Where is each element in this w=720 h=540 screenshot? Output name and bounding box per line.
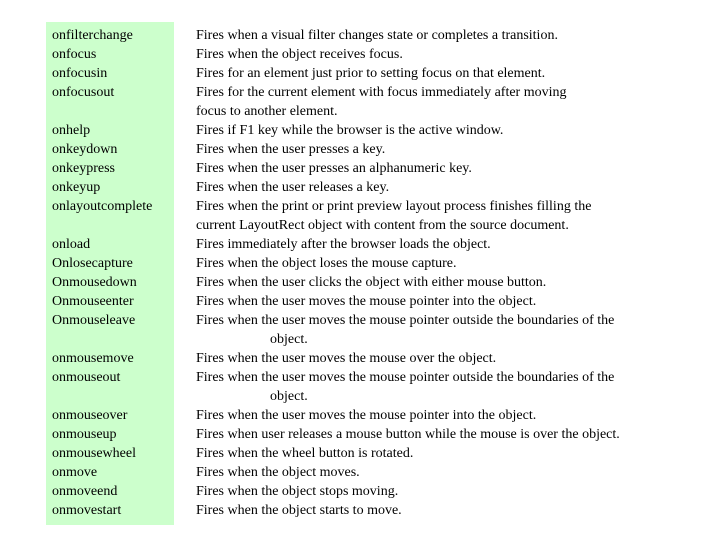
event-name: Onmouseenter — [52, 294, 134, 309]
event-name: onkeyup — [52, 180, 101, 195]
event-description: Fires when the user moves the mouse pointer into the object. — [196, 408, 537, 423]
event-name: onfilterchange — [52, 28, 133, 43]
event-name: onmouseover — [52, 408, 128, 423]
event-description: Fires when the user moves the mouse over the object. — [196, 351, 497, 366]
event-description: Fires when the wheel button is rotated. — [196, 446, 414, 461]
event-name: onkeydown — [52, 142, 118, 157]
event-description: Fires when the print or print preview layout process finishes filling the — [196, 199, 592, 214]
event-description-continuation: current LayoutRect object with content from the source document. — [196, 218, 569, 233]
event-name: onfocus — [52, 47, 97, 62]
event-name: onmousewheel — [52, 446, 136, 461]
event-description: Fires when user releases a mouse button while the mouse is over the object. — [196, 427, 620, 442]
event-name: Onlosecapture — [52, 256, 133, 271]
event-name: onfocusin — [52, 66, 108, 81]
event-description: Fires when the object moves. — [196, 465, 360, 480]
event-name: onhelp — [52, 123, 91, 138]
event-name: onmouseout — [52, 370, 121, 385]
event-description-continuation: focus to another element. — [196, 104, 338, 119]
event-description: Fires when the user moves the mouse pointer into the object. — [196, 294, 537, 309]
event-description: Fires immediately after the browser loads the object. — [196, 237, 491, 252]
event-name: onfocusout — [52, 85, 115, 100]
event-description: Fires for the current element with focus immediately after moving — [196, 85, 567, 100]
event-description: Fires when the object stops moving. — [196, 484, 399, 499]
event-name: onmouseup — [52, 427, 117, 442]
event-description: Fires when the object starts to move. — [196, 503, 402, 518]
event-description-continuation: object. — [270, 389, 308, 404]
event-name: onload — [52, 237, 91, 252]
event-description: Fires when the user clicks the object with either mouse button. — [196, 275, 547, 290]
event-name: Onmousedown — [52, 275, 137, 290]
event-name: onmove — [52, 465, 98, 480]
event-name: Onmouseleave — [52, 313, 136, 328]
event-description: Fires when a visual filter changes state or completes a transition. — [196, 28, 558, 43]
event-description: Fires if F1 key while the browser is the active window. — [196, 123, 504, 138]
event-description: Fires when the user moves the mouse pointer outside the boundaries of the — [196, 370, 615, 385]
event-description: Fires for an element just prior to setting focus on that element. — [196, 66, 546, 81]
event-description: Fires when the user releases a key. — [196, 180, 390, 195]
event-name: onlayoutcomplete — [52, 199, 153, 214]
event-description: Fires when the object loses the mouse capture. — [196, 256, 457, 271]
event-description: Fires when the user presses an alphanumeric key. — [196, 161, 472, 176]
event-name: onmousemove — [52, 351, 134, 366]
event-description: Fires when the user moves the mouse pointer outside the boundaries of the — [196, 313, 615, 328]
event-description-continuation: object. — [270, 332, 308, 347]
event-name: onmovestart — [52, 503, 122, 518]
event-name: onkeypress — [52, 161, 115, 176]
event-name: onmoveend — [52, 484, 118, 499]
event-description: Fires when the object receives focus. — [196, 47, 403, 62]
event-description: Fires when the user presses a key. — [196, 142, 386, 157]
